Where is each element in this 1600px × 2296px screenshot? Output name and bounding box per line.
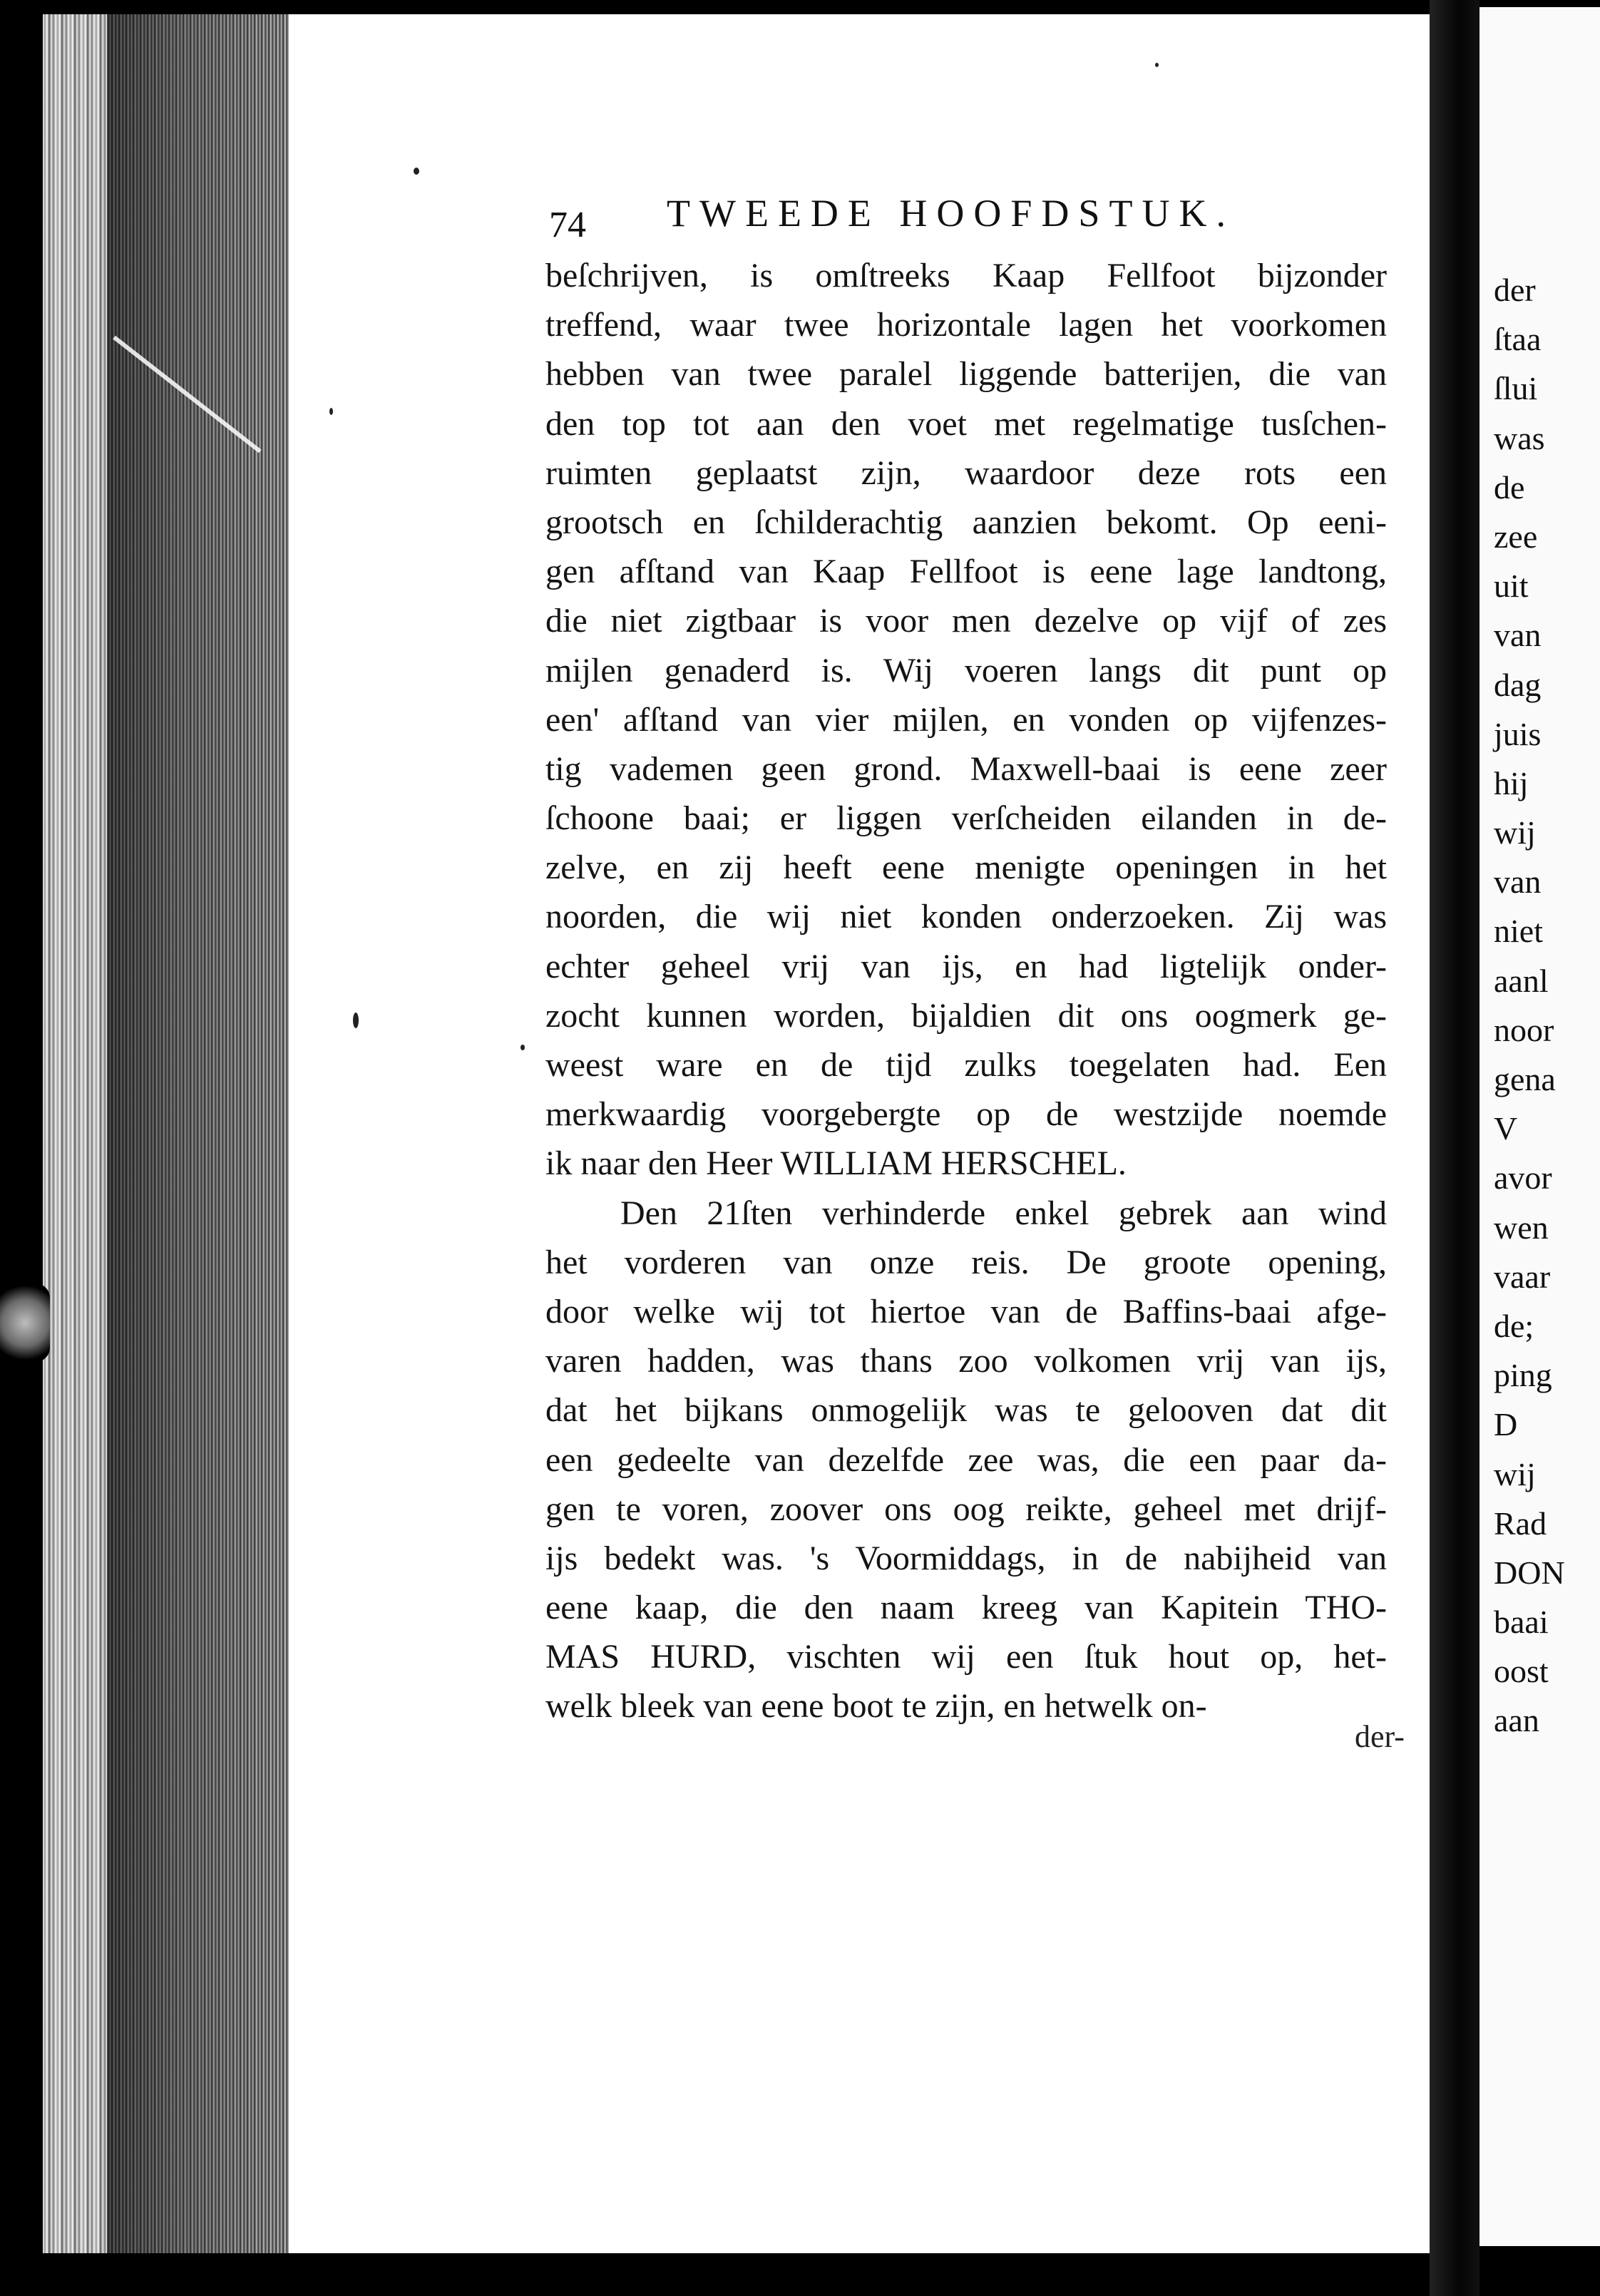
text-line: die niet zigtbaar is voor men dezelve op vijf of zes xyxy=(545,602,1387,640)
facing-page-line: DON xyxy=(1494,1554,1565,1591)
text-line: merkwaardig voorgebergte op de westzijde noemde xyxy=(545,1095,1387,1134)
facing-page-line: der xyxy=(1494,272,1536,308)
text-line: MAS HURD, vischten wij een ſtuk hout op, het- xyxy=(545,1638,1387,1676)
text-line: Den 21ſten verhinderde enkel gebrek aan wind xyxy=(620,1194,1387,1232)
facing-page-line: hij xyxy=(1494,764,1529,801)
facing-page-line: was xyxy=(1494,419,1545,456)
text-line: tig vademen geen grond. Maxwell-baai is eene zeer xyxy=(545,749,1387,788)
facing-page-text xyxy=(1480,271,1565,1751)
dust-speck xyxy=(414,168,419,175)
text-line: gen te voren, zoover ons oog reikte, geheel met drijf- xyxy=(545,1490,1387,1528)
facing-page-line: ping xyxy=(1494,1357,1552,1394)
facing-page-line: wij xyxy=(1494,1455,1536,1492)
text-line: echter geheel vrij van ijs, en had ligtelijk onder- xyxy=(545,947,1387,985)
text-line: den top tot aan den voet met regelmatige tusſchen- xyxy=(545,404,1387,443)
facing-page-line: zee xyxy=(1494,518,1538,555)
facing-page-line: ſtaa xyxy=(1494,321,1542,358)
facing-page-line: wij xyxy=(1494,814,1536,851)
text-line: door welke wij tot hiertoe van de Baffins-baai afge- xyxy=(545,1292,1387,1331)
text-line: treffend, waar twee horizontale lagen het voorkomen xyxy=(545,306,1387,344)
facing-page-line: van xyxy=(1494,617,1542,654)
text-line: ik naar den Heer WILLIAM HERSCHEL. xyxy=(545,1144,1127,1183)
text-line: zocht kunnen worden, bijaldien dit ons oogmerk ge- xyxy=(545,996,1387,1035)
text-line: hebben van twee paralel liggende batterijen, die van xyxy=(545,355,1387,394)
facing-page-line: vaar xyxy=(1494,1258,1551,1295)
facing-page-line: noor xyxy=(1494,1011,1554,1048)
facing-page-line: avor xyxy=(1494,1159,1552,1196)
facing-page-line: gena xyxy=(1494,1061,1556,1097)
facing-page-line: V xyxy=(1494,1110,1518,1147)
facing-page-line: de xyxy=(1494,468,1525,506)
facing-page-line: van xyxy=(1494,863,1542,901)
text-line: dat het bijkans onmogelijk was te gelooven dat dit xyxy=(545,1391,1387,1430)
body-text xyxy=(545,251,1387,1731)
facing-page-line: D xyxy=(1494,1406,1518,1443)
facing-page-line: oost xyxy=(1494,1653,1549,1690)
running-head: TWEEDE HOOFDSTUK. xyxy=(667,192,1235,235)
facing-page-line: juis xyxy=(1494,715,1542,752)
text-line: noorden, die wij niet konden onderzoeken. Zij was xyxy=(545,898,1387,936)
facing-page-line: niet xyxy=(1494,913,1543,950)
text-line: mijlen genaderd is. Wij voeren langs dit punt op xyxy=(545,651,1387,690)
text-line: varen hadden, was thans zoo volkomen vrij van ijs, xyxy=(545,1342,1387,1380)
text-line: gen afſtand van Kaap Fellfoot is eene lage landtong, xyxy=(545,553,1387,591)
facing-page-line: wen xyxy=(1494,1209,1549,1246)
book-gutter xyxy=(1430,0,1480,2296)
text-line: ſchoone baai; er liggen verſcheiden eilanden in de- xyxy=(545,799,1387,838)
facing-page-line: aan xyxy=(1494,1702,1539,1739)
text-line: weest ware en de tijd zulks toegelaten had. Een xyxy=(545,1046,1387,1084)
facing-page-line: de; xyxy=(1494,1307,1534,1344)
facing-page-line: ſlui xyxy=(1494,370,1538,407)
facing-page-line: uit xyxy=(1494,568,1529,605)
text-line: een' afſtand van vier mijlen, en vonden op vijfenzes- xyxy=(545,700,1387,739)
facing-page xyxy=(1480,7,1600,2246)
text-line: beſchrijven, is omſtreeks Kaap Fellfoot bijzonder xyxy=(545,257,1387,294)
facing-page-line: Rad xyxy=(1494,1505,1547,1542)
catchword: der- xyxy=(1355,1719,1405,1754)
text-line: grootsch en ſchilderachtig aanzien bekomt. Op eeni- xyxy=(545,503,1387,541)
scanner-clip xyxy=(0,1283,50,1362)
text-line: zelve, en zij heeft eene menigte openingen in het xyxy=(545,849,1387,887)
facing-page-line: aanl xyxy=(1494,962,1549,999)
dust-speck xyxy=(1155,63,1159,67)
text-line: een gedeelte van dezelfde zee was, die een paar da- xyxy=(545,1440,1387,1479)
dust-speck xyxy=(353,1013,359,1028)
text-line: eene kaap, die den naam kreeg van Kapitein THO- xyxy=(545,1589,1387,1627)
facing-page-line: dag xyxy=(1494,666,1542,703)
page-header xyxy=(549,191,1262,248)
text-line: het vorderen van onze reis. De groote opening, xyxy=(545,1243,1387,1281)
page-number: 74 xyxy=(549,205,586,245)
text-line: ijs bedekt was. 's Voormiddags, in de nabijheid van xyxy=(545,1539,1387,1577)
facing-page-line: baai xyxy=(1494,1604,1549,1641)
dust-speck xyxy=(520,1045,525,1050)
text-line: welk bleek van eene boot te zijn, en hetwelk on- xyxy=(545,1687,1207,1726)
dust-speck xyxy=(329,408,333,415)
text-line: ruimten geplaatst zijn, waardoor deze rots een xyxy=(545,453,1387,492)
